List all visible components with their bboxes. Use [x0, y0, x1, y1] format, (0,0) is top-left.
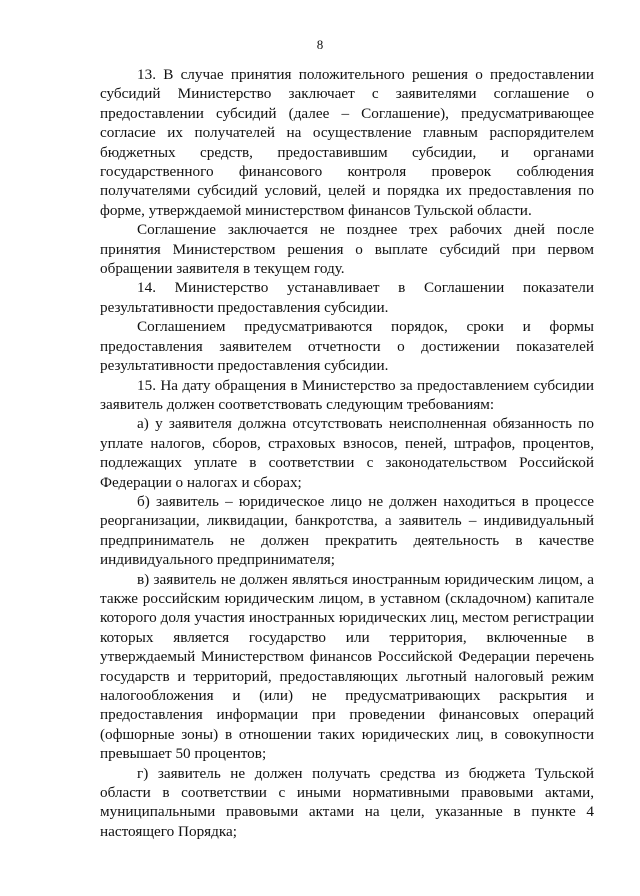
page-number: 8 — [316, 37, 324, 52]
requirement-g: г) заявитель не должен получать средства из бюджета Тульской области в соответствии с иными нормативными правовыми актами, муниципальными правовыми актами на цели, указанные в пункте 4 настоящего Порядка; — [100, 764, 594, 840]
requirement-b: б) заявитель – юридическое лицо не должен находиться в процессе реорганизации, ликвидации, банкротства, а заявитель – индивидуальный предприниматель не должен прекратить деятельность в качестве индивидуального предпринимателя; — [100, 492, 594, 569]
paragraph-14: 14. Министерство устанавливает в Соглашении показатели результативности предоставления субсидии. — [100, 279, 594, 316]
paragraph-agreement-term: Соглашение заключается не позднее трех рабочих дней после принятия Министерством решения о выплате субсидий при первом обращении заявителя в текущем году. — [100, 221, 594, 278]
requirement-a: а) у заявителя должна отсутствовать неисполненная обязанность по уплате налогов, сборов, страховых взносов, пеней, штрафов, процентов, подлежащих уплате в соответствии с законодательством Российской Федерации о налогах и сборах; — [100, 415, 594, 491]
paragraph-13: 13. В случае принятия положительного решения о предоставлении субсидий Министерство заключает с заявителями соглашение о предоставлении субсидий (далее – Соглашение), предусматривающее согласие их получателей на осуществление главным распорядителем бюджетных средств, предоставившим субсидии, и органами государственного финансового контроля проверок соблюдения получателями субсидий условий, целей и порядка их предоставления по форме, утверждаемой министерством финансов Тульской области. — [100, 66, 594, 219]
paragraph-reporting: Соглашением предусматриваются порядок, сроки и формы предоставления заявителем отчетности о достижении показателей результативности предоставления субсидии. — [100, 318, 594, 375]
requirement-v: в) заявитель не должен являться иностранным юридическим лицом, а также российским юридическим лицом, в уставном (складочном) капитале которого доля участия иностранных юридических лиц, местом регистрации которых является государство или территория, включенные в утверждаемый Министерством финансов Российской Федерации перечень государств и территорий, предоставляющих льготный налоговый режим налогообложения и (или) не предусматривающих раскрытия и предоставления информации при проведении финансовых операций (офшорные зоны) в отношении таких юридических лиц, в совокупности превышает 50 процентов; — [100, 570, 594, 763]
document-body — [100, 65, 594, 841]
paragraph-15: 15. На дату обращения в Министерство за предоставлением субсидии заявитель должен соответствовать следующим требованиям: — [100, 376, 594, 413]
